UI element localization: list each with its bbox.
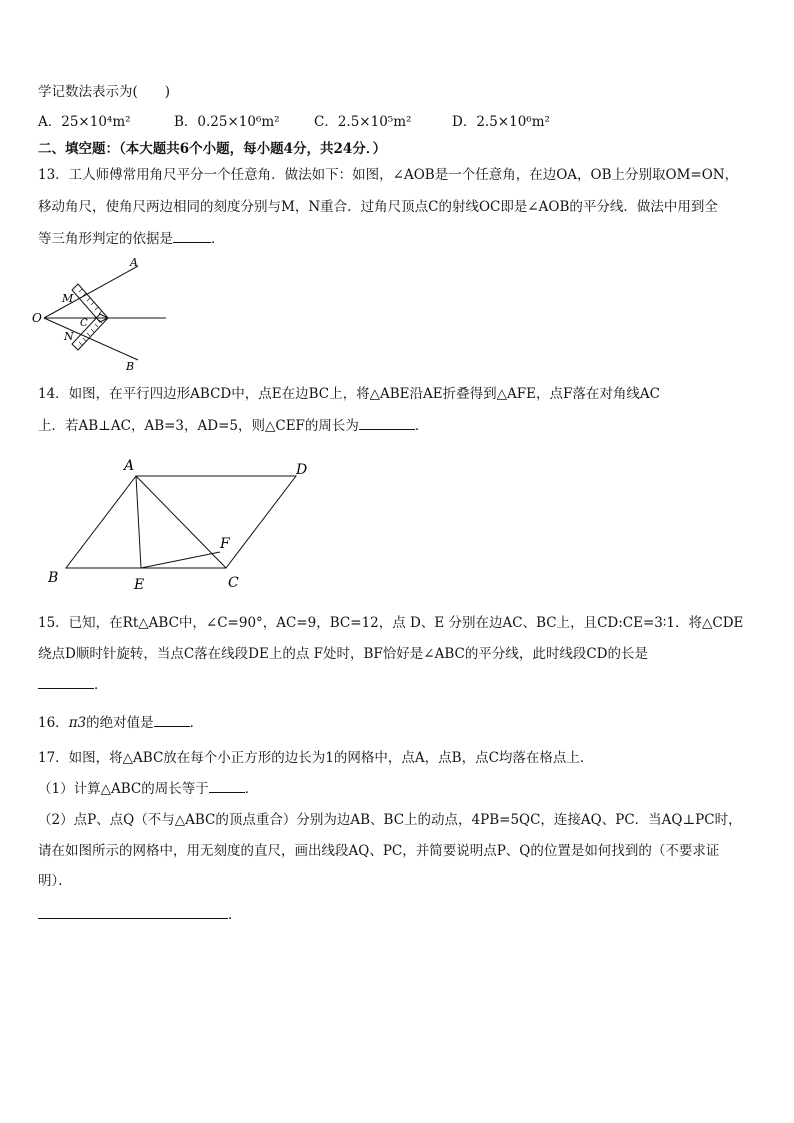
q16-prefix: 16． [38, 715, 69, 731]
label-c: C [80, 318, 88, 329]
q12-tail: 学记数法表示为( ) [38, 84, 171, 100]
label-m: M [62, 292, 74, 305]
segment-ae [136, 476, 141, 568]
q13-line-2: 移动角尺，使角尺两边相同的刻度分别与M，N重合．过角尺顶点C的射线OC即是∠AOB的平分线．做法中用到全 [38, 199, 718, 215]
label-b: B [48, 570, 59, 586]
q14-parallelogram-figure [40, 450, 330, 595]
q16-line [38, 712, 203, 733]
q17-line-4: 请在如图所示的网格中，用无刻度的直尺，画出线段AQ、PC，并简要说明点P、Q的位置是如何找到的（不要求证 [38, 843, 720, 859]
square-arm-upper [72, 284, 108, 322]
q17-line-2-end: ． [244, 781, 259, 797]
q14-line-2-text: 上．若AB⊥AC，AB=3，AD=5，则△CEF的周长为 [38, 418, 359, 434]
q17-line-5: 明）． [38, 873, 72, 889]
q17-line-1: 17．如图，将△ABC放在每个小正方形的边长为1的网格中，点A，点B，点C均落在格点上． [38, 750, 594, 766]
label-d: D [296, 462, 308, 478]
label-f: F [220, 536, 230, 552]
q16-text: 的绝对值是 [86, 715, 154, 731]
label-a: A [124, 458, 135, 474]
q15-line-3 [38, 674, 108, 695]
q16-end: ． [189, 715, 204, 731]
q17-line-6 [38, 904, 242, 925]
q17-line-6-end: ． [228, 907, 242, 923]
q17-line-3: （2）点P、点Q（不与△ABC的顶点重合）分别为边AB、BC上的动点，4PB=5QC，连接AQ、PC．当AQ⊥PC时， [38, 812, 742, 828]
q15-line-1: 15．已知，在Rt△ABC中，∠C=90°，AC=9，BC=12，点 D、E 分别在边AC、BC上，且CD:CE=3∶1．将△CDE [38, 615, 744, 631]
q15-answer-blank[interactable] [38, 674, 94, 689]
q13-line-3 [38, 228, 225, 249]
q13-answer-blank[interactable] [173, 228, 211, 243]
label-e: E [134, 577, 145, 593]
q13-line-3-end: ． [211, 231, 225, 247]
q15-line-2: 绕点D顺时针旋转，当点C落在线段DE上的点 F处时，BF恰好是∠ABC的平分线，此时线段CD的长是 [38, 646, 648, 662]
q17-line-2 [38, 778, 258, 799]
diagonal-ac [136, 476, 226, 568]
q13-line-3-text: 等三角形判定的依据是 [38, 231, 173, 247]
label-b: B [126, 360, 135, 373]
q12-option-d: D．2.5×10⁶m² [452, 114, 550, 130]
q12-option-c: C．2.5×10⁵m² [314, 114, 412, 130]
label-a: A [130, 256, 138, 269]
segment-ef [141, 552, 220, 568]
q17-answer-blank-1[interactable] [209, 778, 245, 793]
q16-math: π3 [68, 715, 87, 731]
q17-answer-blank-2[interactable] [38, 904, 228, 919]
q14-answer-blank[interactable] [359, 415, 415, 430]
label-c: C [228, 575, 239, 591]
q12-option-b: B．0.25×10⁶m² [174, 114, 280, 130]
q14-line-2 [38, 415, 428, 436]
q15-line-3-end: ． [94, 677, 108, 693]
label-n: N [64, 330, 74, 343]
q14-line-1: 14．如图，在平行四边形ABCD中，点E在边BC上，将△ABE沿AE折叠得到△AFE，点F落在对角线AC [38, 386, 660, 402]
label-o: O [32, 311, 42, 325]
section-heading: 二、填空题：（本大题共6个小题，每小题4分，共24分．） [38, 141, 387, 157]
ray-oa [44, 266, 138, 318]
q12-option-a: A．25×10⁴m² [38, 114, 131, 130]
q13-angle-figure [30, 252, 180, 374]
q14-line-2-end: ． [414, 418, 429, 434]
q13-line-1: 13．工人师傅常用角尺平分一个任意角．做法如下：如图，∠AOB是一个任意角，在边OA，OB上分别取OM=ON， [38, 167, 739, 183]
q17-line-2-text: （1）计算△ABC的周长等于 [38, 781, 209, 797]
q16-answer-blank[interactable] [154, 712, 190, 727]
